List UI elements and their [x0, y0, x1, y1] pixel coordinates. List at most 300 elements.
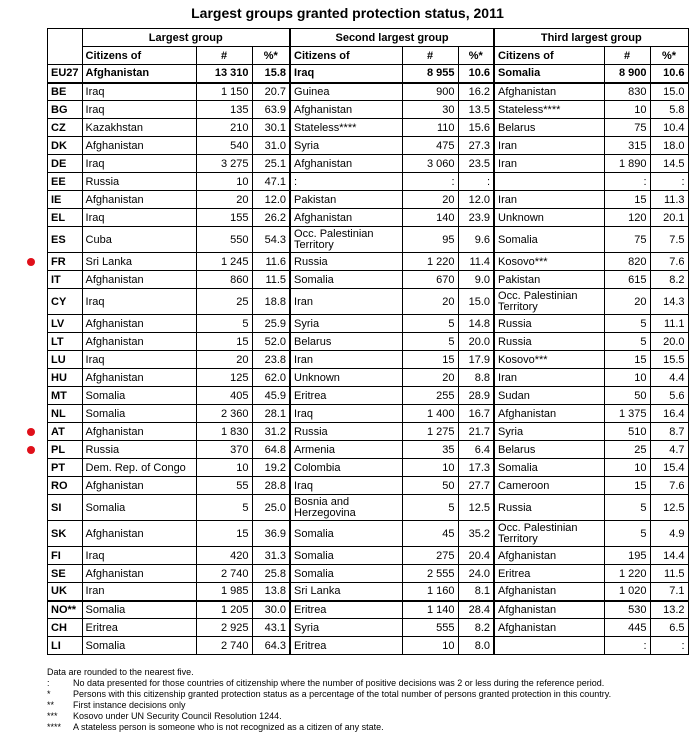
count-cell: 10	[604, 459, 650, 477]
pct-cell: 8.7	[650, 423, 688, 441]
pct-cell: 8.1	[458, 583, 494, 601]
table-row	[48, 459, 689, 477]
row-marker-dot	[27, 446, 35, 454]
count-cell: 1 830	[196, 423, 252, 441]
pct-cell: 6.4	[458, 441, 494, 459]
pct-cell: 12.5	[458, 495, 494, 521]
footnote-text: Kosovo under UN Security Council Resolution 1244.	[73, 711, 282, 721]
table-row	[48, 65, 689, 83]
citizens-cell: Eritrea	[494, 565, 604, 583]
count-cell: 1 205	[196, 601, 252, 619]
country-code-cell: CZ	[48, 119, 83, 137]
citizens-cell: Occ. Palestinian Territory	[290, 227, 402, 253]
citizens-cell: Sudan	[494, 387, 604, 405]
table-row	[48, 101, 689, 119]
table-row	[48, 155, 689, 173]
table-row	[48, 477, 689, 495]
pct-cell: 15.4	[650, 459, 688, 477]
citizens-cell: Afghanistan	[82, 137, 196, 155]
citizens-cell: Sri Lanka	[82, 253, 196, 271]
country-code-cell: AT	[48, 423, 83, 441]
count-cell: 555	[402, 619, 458, 637]
count-cell: 1 890	[604, 155, 650, 173]
country-code-cell: EU27	[48, 65, 83, 83]
pct-cell: 43.1	[252, 619, 290, 637]
pct-cell: 14.5	[650, 155, 688, 173]
citizens-cell: Iran	[82, 583, 196, 601]
citizens-cell: Iran	[494, 369, 604, 387]
citizens-cell: Afghanistan	[290, 155, 402, 173]
citizens-cell: Stateless****	[290, 119, 402, 137]
citizens-cell: Russia	[82, 441, 196, 459]
citizens-cell: Somalia	[290, 547, 402, 565]
citizens-cell: Iraq	[82, 351, 196, 369]
count-cell: 1 400	[402, 405, 458, 423]
count-cell: 550	[196, 227, 252, 253]
pct-cell: 14.8	[458, 315, 494, 333]
country-code-cell: MT	[48, 387, 83, 405]
footnote-intro: Data are rounded to the nearest five.	[47, 667, 194, 677]
country-code-cell: IE	[48, 191, 83, 209]
pct-cell: 10.4	[650, 119, 688, 137]
country-code-cell: BG	[48, 101, 83, 119]
pct-cell: 31.3	[252, 547, 290, 565]
table-row	[48, 521, 689, 547]
pct-cell: 8.8	[458, 369, 494, 387]
pct-cell: 20.4	[458, 547, 494, 565]
citizens-cell: Iran	[494, 155, 604, 173]
citizens-cell: Eritrea	[290, 601, 402, 619]
count-cell: 25	[196, 289, 252, 315]
pct-cell: 4.7	[650, 441, 688, 459]
pct-cell: 35.2	[458, 521, 494, 547]
count-cell: 155	[196, 209, 252, 227]
table-row	[48, 405, 689, 423]
citizens-cell	[494, 637, 604, 655]
count-cell: 15	[196, 333, 252, 351]
table-row	[48, 227, 689, 253]
count-cell: 315	[604, 137, 650, 155]
pct-cell: 15.6	[458, 119, 494, 137]
citizens-cell: Afghanistan	[82, 369, 196, 387]
count-cell: 20	[604, 289, 650, 315]
country-code-cell: FR	[48, 253, 83, 271]
pct-cell: 20.0	[650, 333, 688, 351]
group-header-row	[48, 29, 689, 47]
count-cell: 5	[604, 333, 650, 351]
country-code-cell: SK	[48, 521, 83, 547]
citizens-cell: Somalia	[82, 637, 196, 655]
column-header-row	[48, 47, 689, 65]
pct-cell: 12.0	[252, 191, 290, 209]
country-code-cell: PT	[48, 459, 83, 477]
citizens-cell: Russia	[82, 173, 196, 191]
pct-cell: 4.9	[650, 521, 688, 547]
pct-cell: 12.5	[650, 495, 688, 521]
count-cell: 15	[604, 477, 650, 495]
count-cell: 10	[402, 459, 458, 477]
country-code-cell: LU	[48, 351, 83, 369]
pct-cell: 63.9	[252, 101, 290, 119]
citizens-cell: Afghanistan	[494, 601, 604, 619]
count-cell: 1 275	[402, 423, 458, 441]
count-cell: 3 060	[402, 155, 458, 173]
country-code-cell: EE	[48, 173, 83, 191]
count-cell: 8 955	[402, 65, 458, 83]
pct-cell: 13.2	[650, 601, 688, 619]
count-cell: 3 275	[196, 155, 252, 173]
pct-cell: 20.1	[650, 209, 688, 227]
pct-cell: 16.7	[458, 405, 494, 423]
citizens-cell: Dem. Rep. of Congo	[82, 459, 196, 477]
pct-cell: 24.0	[458, 565, 494, 583]
pct-cell: 62.0	[252, 369, 290, 387]
row-marker-dot	[27, 428, 35, 436]
pct-cell: 7.6	[650, 477, 688, 495]
country-code-cell: SE	[48, 565, 83, 583]
citizens-cell: Afghanistan	[494, 547, 604, 565]
citizens-cell: Iraq	[290, 477, 402, 495]
pct-cell: 12.0	[458, 191, 494, 209]
citizens-cell: Iraq	[82, 83, 196, 101]
table-row	[48, 387, 689, 405]
pct-cell: 16.2	[458, 83, 494, 101]
pct-cell: 5.6	[650, 387, 688, 405]
pct-cell: 11.4	[458, 253, 494, 271]
pct-cell: 64.3	[252, 637, 290, 655]
citizens-cell: Afghanistan	[82, 477, 196, 495]
pct-cell: 28.1	[252, 405, 290, 423]
count-cell: 1 150	[196, 83, 252, 101]
citizens-cell: Somalia	[494, 65, 604, 83]
count-cell: 30	[402, 101, 458, 119]
citizens-cell: Afghanistan	[82, 333, 196, 351]
count-cell: 2 360	[196, 405, 252, 423]
pct-cell: 11.5	[252, 271, 290, 289]
count-cell: 210	[196, 119, 252, 137]
citizens-cell: Eritrea	[82, 619, 196, 637]
col-citizens-2: Citizens of	[290, 47, 402, 65]
citizens-cell: Iran	[290, 289, 402, 315]
citizens-cell: Unknown	[290, 369, 402, 387]
count-cell: 1 220	[402, 253, 458, 271]
citizens-cell: Stateless****	[494, 101, 604, 119]
count-cell: 10	[604, 369, 650, 387]
col-count-1: #	[196, 47, 252, 65]
pct-cell: 28.8	[252, 477, 290, 495]
count-cell: 50	[402, 477, 458, 495]
count-cell: 45	[402, 521, 458, 547]
citizens-cell: Somalia	[494, 227, 604, 253]
citizens-cell: Somalia	[290, 565, 402, 583]
table-body	[48, 65, 689, 655]
count-cell: 95	[402, 227, 458, 253]
pct-cell: 7.1	[650, 583, 688, 601]
pct-cell: 28.9	[458, 387, 494, 405]
country-code-cell: DK	[48, 137, 83, 155]
pct-cell: 14.4	[650, 547, 688, 565]
count-cell: 420	[196, 547, 252, 565]
col-count-3: #	[604, 47, 650, 65]
pct-cell: 30.1	[252, 119, 290, 137]
count-cell: 50	[604, 387, 650, 405]
footnotes	[47, 667, 687, 733]
count-cell: 370	[196, 441, 252, 459]
footnote-symbol: :	[47, 678, 50, 688]
pct-cell: :	[650, 637, 688, 655]
citizens-cell: Afghanistan	[494, 83, 604, 101]
citizens-cell: :	[290, 173, 402, 191]
count-cell: 475	[402, 137, 458, 155]
count-cell: 125	[196, 369, 252, 387]
count-cell: 15	[604, 351, 650, 369]
row-marker-dot	[27, 258, 35, 266]
pct-cell: 26.2	[252, 209, 290, 227]
group-header-second: Second largest group	[290, 29, 494, 47]
footnote-item	[47, 711, 687, 722]
count-cell: 20	[196, 191, 252, 209]
citizens-cell: Pakistan	[494, 271, 604, 289]
table-row	[48, 423, 689, 441]
table-row	[48, 83, 689, 101]
col-pct-3: %*	[650, 47, 688, 65]
citizens-cell: Occ. Palestinian Territory	[494, 289, 604, 315]
pct-cell: 23.5	[458, 155, 494, 173]
pct-cell: 25.0	[252, 495, 290, 521]
pct-cell: 7.6	[650, 253, 688, 271]
count-cell: 13 310	[196, 65, 252, 83]
citizens-cell: Eritrea	[290, 387, 402, 405]
citizens-cell: Russia	[290, 253, 402, 271]
country-code-cell: LI	[48, 637, 83, 655]
count-cell: 445	[604, 619, 650, 637]
citizens-cell: Bosnia and Herzegovina	[290, 495, 402, 521]
count-cell: :	[604, 637, 650, 655]
citizens-cell: Belarus	[494, 441, 604, 459]
pct-cell: 45.9	[252, 387, 290, 405]
footnote-symbol: *	[47, 689, 51, 699]
citizens-cell: Eritrea	[290, 637, 402, 655]
citizens-cell: Somalia	[290, 521, 402, 547]
pct-cell: 18.8	[252, 289, 290, 315]
pct-cell: 27.7	[458, 477, 494, 495]
country-code-cell: RO	[48, 477, 83, 495]
pct-cell: 47.1	[252, 173, 290, 191]
citizens-cell: Afghanistan	[494, 583, 604, 601]
count-cell: 5	[604, 521, 650, 547]
footnote-item	[47, 722, 687, 733]
citizens-cell: Belarus	[290, 333, 402, 351]
citizens-cell: Iran	[290, 351, 402, 369]
citizens-cell: Somalia	[290, 271, 402, 289]
citizens-cell: Somalia	[82, 601, 196, 619]
citizens-cell: Afghanistan	[290, 101, 402, 119]
citizens-cell: Cuba	[82, 227, 196, 253]
pct-cell: 31.0	[252, 137, 290, 155]
pct-cell: 52.0	[252, 333, 290, 351]
count-cell: 20	[196, 351, 252, 369]
count-cell: 255	[402, 387, 458, 405]
count-cell: 15	[196, 521, 252, 547]
citizens-cell: Pakistan	[290, 191, 402, 209]
pct-cell: 10.6	[650, 65, 688, 83]
pct-cell: 15.0	[650, 83, 688, 101]
col-citizens-1: Citizens of	[82, 47, 196, 65]
count-cell: 110	[402, 119, 458, 137]
pct-cell: 17.3	[458, 459, 494, 477]
count-cell: 860	[196, 271, 252, 289]
pct-cell: 27.3	[458, 137, 494, 155]
pct-cell: 8.0	[458, 637, 494, 655]
footnote-text: Persons with this citizenship granted protection status as a percentage of the total number of persons granted protection in this country.	[73, 689, 612, 699]
table-row	[48, 619, 689, 637]
pct-cell: 8.2	[650, 271, 688, 289]
citizens-cell: Somalia	[82, 495, 196, 521]
country-code-cell: NO**	[48, 601, 83, 619]
country-code-cell: LT	[48, 333, 83, 351]
count-cell: 5	[196, 495, 252, 521]
count-cell: 900	[402, 83, 458, 101]
citizens-cell: Iraq	[82, 209, 196, 227]
footnote-item	[47, 678, 687, 689]
pct-cell: 20.7	[252, 83, 290, 101]
count-cell: 1 160	[402, 583, 458, 601]
pct-cell: :	[650, 173, 688, 191]
pct-cell: :	[458, 173, 494, 191]
corner-cell	[48, 29, 83, 65]
citizens-cell: Afghanistan	[82, 521, 196, 547]
count-cell: 10	[402, 637, 458, 655]
country-code-cell: FI	[48, 547, 83, 565]
table-row	[48, 253, 689, 271]
count-cell: 5	[402, 333, 458, 351]
pct-cell: 5.8	[650, 101, 688, 119]
count-cell: 540	[196, 137, 252, 155]
count-cell: 15	[604, 191, 650, 209]
count-cell: 5	[604, 315, 650, 333]
count-cell: 670	[402, 271, 458, 289]
pct-cell: 9.0	[458, 271, 494, 289]
pct-cell: 36.9	[252, 521, 290, 547]
pct-cell: 25.9	[252, 315, 290, 333]
pct-cell: 17.9	[458, 351, 494, 369]
country-code-cell: ES	[48, 227, 83, 253]
citizens-cell: Russia	[494, 333, 604, 351]
country-code-cell: CH	[48, 619, 83, 637]
group-header-largest: Largest group	[82, 29, 290, 47]
pct-cell: 23.8	[252, 351, 290, 369]
count-cell: :	[402, 173, 458, 191]
count-cell: 5	[196, 315, 252, 333]
citizens-cell: Russia	[494, 495, 604, 521]
pct-cell: 19.2	[252, 459, 290, 477]
col-count-2: #	[402, 47, 458, 65]
count-cell: 20	[402, 289, 458, 315]
citizens-cell: Afghanistan	[290, 209, 402, 227]
count-cell: 1 020	[604, 583, 650, 601]
citizens-cell: Iraq	[82, 101, 196, 119]
footnote-text: First instance decisions only	[73, 700, 186, 710]
citizens-cell: Belarus	[494, 119, 604, 137]
citizens-cell: Syria	[290, 137, 402, 155]
citizens-cell: Iran	[494, 137, 604, 155]
table-row	[48, 351, 689, 369]
count-cell: 10	[196, 173, 252, 191]
count-cell: 615	[604, 271, 650, 289]
count-cell: 20	[402, 191, 458, 209]
count-cell: 2 740	[196, 637, 252, 655]
table-row	[48, 369, 689, 387]
col-pct-2: %*	[458, 47, 494, 65]
table-row	[48, 191, 689, 209]
count-cell: 135	[196, 101, 252, 119]
citizens-cell: Afghanistan	[82, 65, 196, 83]
pct-cell: 18.0	[650, 137, 688, 155]
pct-cell: 30.0	[252, 601, 290, 619]
citizens-cell: Iran	[494, 191, 604, 209]
pct-cell: 16.4	[650, 405, 688, 423]
count-cell: 1 220	[604, 565, 650, 583]
page-title: Largest groups granted protection status, 2011	[191, 5, 504, 21]
pct-cell: 31.2	[252, 423, 290, 441]
table-row	[48, 333, 689, 351]
citizens-cell: Syria	[494, 423, 604, 441]
table-row	[48, 137, 689, 155]
citizens-cell: Unknown	[494, 209, 604, 227]
citizens-cell: Kosovo***	[494, 253, 604, 271]
pct-cell: 13.8	[252, 583, 290, 601]
country-code-cell: BE	[48, 83, 83, 101]
pct-cell: 4.4	[650, 369, 688, 387]
count-cell: 830	[604, 83, 650, 101]
count-cell: 55	[196, 477, 252, 495]
table-row	[48, 289, 689, 315]
count-cell: 75	[604, 227, 650, 253]
count-cell: 1 985	[196, 583, 252, 601]
pct-cell: 9.6	[458, 227, 494, 253]
citizens-cell: Afghanistan	[82, 271, 196, 289]
citizens-cell: Armenia	[290, 441, 402, 459]
citizens-cell	[494, 173, 604, 191]
citizens-cell: Syria	[290, 619, 402, 637]
footnote-symbol: ***	[47, 711, 58, 721]
footnote-symbol: **	[47, 700, 55, 710]
count-cell: 35	[402, 441, 458, 459]
pct-cell: 11.3	[650, 191, 688, 209]
citizens-cell: Cameroon	[494, 477, 604, 495]
pct-cell: 20.0	[458, 333, 494, 351]
country-code-cell: PL	[48, 441, 83, 459]
count-cell: 8 900	[604, 65, 650, 83]
group-header-third: Third largest group	[494, 29, 688, 47]
count-cell: 1 140	[402, 601, 458, 619]
table-row	[48, 547, 689, 565]
table-row	[48, 173, 689, 191]
table-row	[48, 441, 689, 459]
pct-cell: 11.1	[650, 315, 688, 333]
table-row	[48, 315, 689, 333]
count-cell: 2 740	[196, 565, 252, 583]
citizens-cell: Iraq	[82, 155, 196, 173]
citizens-cell: Syria	[290, 315, 402, 333]
country-code-cell: DE	[48, 155, 83, 173]
pct-cell: 11.6	[252, 253, 290, 271]
table-row	[48, 209, 689, 227]
count-cell: 15	[402, 351, 458, 369]
pct-cell: 64.8	[252, 441, 290, 459]
table-row	[48, 583, 689, 601]
pct-cell: 8.2	[458, 619, 494, 637]
